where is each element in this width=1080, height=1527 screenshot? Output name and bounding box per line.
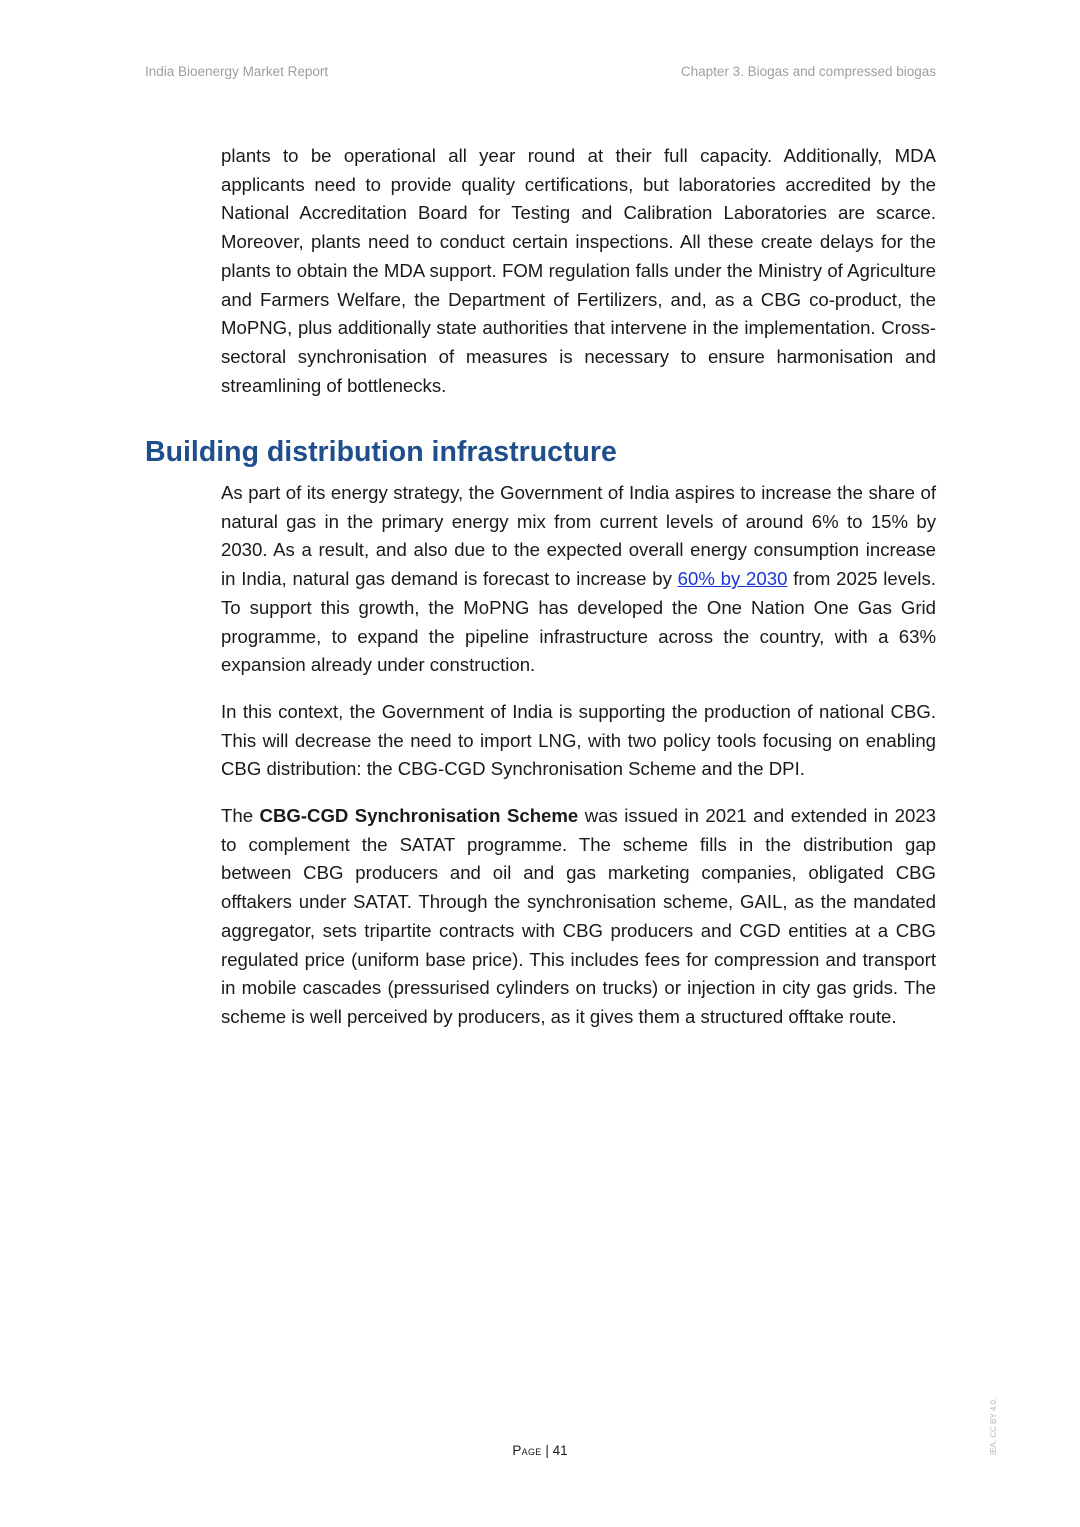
energy-strategy-paragraph [221, 479, 936, 680]
page-label: Page [512, 1443, 542, 1458]
license-watermark: IEA. CC BY 4.0. [989, 1397, 998, 1455]
page-number: 41 [552, 1443, 568, 1458]
intro-paragraph: plants to be operational all year round at their full capacity. Additionally, MDA applicants need to provide quality certifications, but laboratories accredited by the National Accreditation Board for Testing and Calibration Laboratories are scarce. Moreover, plants need to conduct certain inspections. All these create delays for the plants to obtain the MDA support. FOM regulation falls under the Ministry of Agriculture and Farmers Welfare, the Department of Fertilizers, and, as a CBG co-product, the MoPNG, plus additionally state authorities that intervene in the implementation. Cross-sectoral synchronisation of measures is necessary to ensure harmonisation and streamlining of bottlenecks. [221, 145, 936, 396]
scheme-description: was issued in 2021 and extended in 2023 to complement the SATAT programme. The scheme fills in the distribution gap between CBG producers and oil and gas marketing companies, obligated CBG offtakers under SATAT. Through the synchronisation scheme, GAIL, as the mandated aggregator, sets tripartite contracts with CBG producers and CGD entities at a CBG regulated price (uniform base price). This includes fees for compression and transport in mobile cascades (pressurised cylinders on trucks) or injection in city gas grids. The scheme is well perceived by producers, as it gives them a structured offtake route. [221, 805, 936, 1027]
report-title: India Bioenergy Market Report [145, 64, 329, 79]
chapter-title: Chapter 3. Biogas and compressed biogas [680, 64, 936, 79]
section-heading: Building distribution infrastructure [145, 436, 617, 468]
scheme-name: CBG-CGD Synchronisation Scheme [259, 805, 579, 826]
demand-forecast-link[interactable]: 60% by 2030 [677, 568, 788, 590]
energy-text-after-link: from 2025 levels. To support this growth, the MoPNG has developed the One Nation One Gas Grid programme, to expand the pipeline infrastructure across the country, with a 63% expansion already under construction. [221, 568, 936, 676]
scheme-lead-text: The [221, 805, 260, 826]
context-paragraph: In this context, the Government of India is supporting the production of national CBG. This will decrease the need to import LNG, with two policy tools focusing on enabling CBG distribution: the CBG-CGD Synchronisation Scheme and the DPI. [221, 701, 936, 780]
page-separator: | [541, 1443, 553, 1458]
page-footer [0, 1443, 1080, 1458]
energy-text-before-link: As part of its energy strategy, the Government of India aspires to increase the share of natural gas in the primary energy mix from current levels of around 6% to 15% by 2030. As a result, and also due to the expected overall energy consumption increase in India, natural gas demand is forecast to increase by [221, 482, 936, 590]
scheme-paragraph [221, 802, 936, 1032]
